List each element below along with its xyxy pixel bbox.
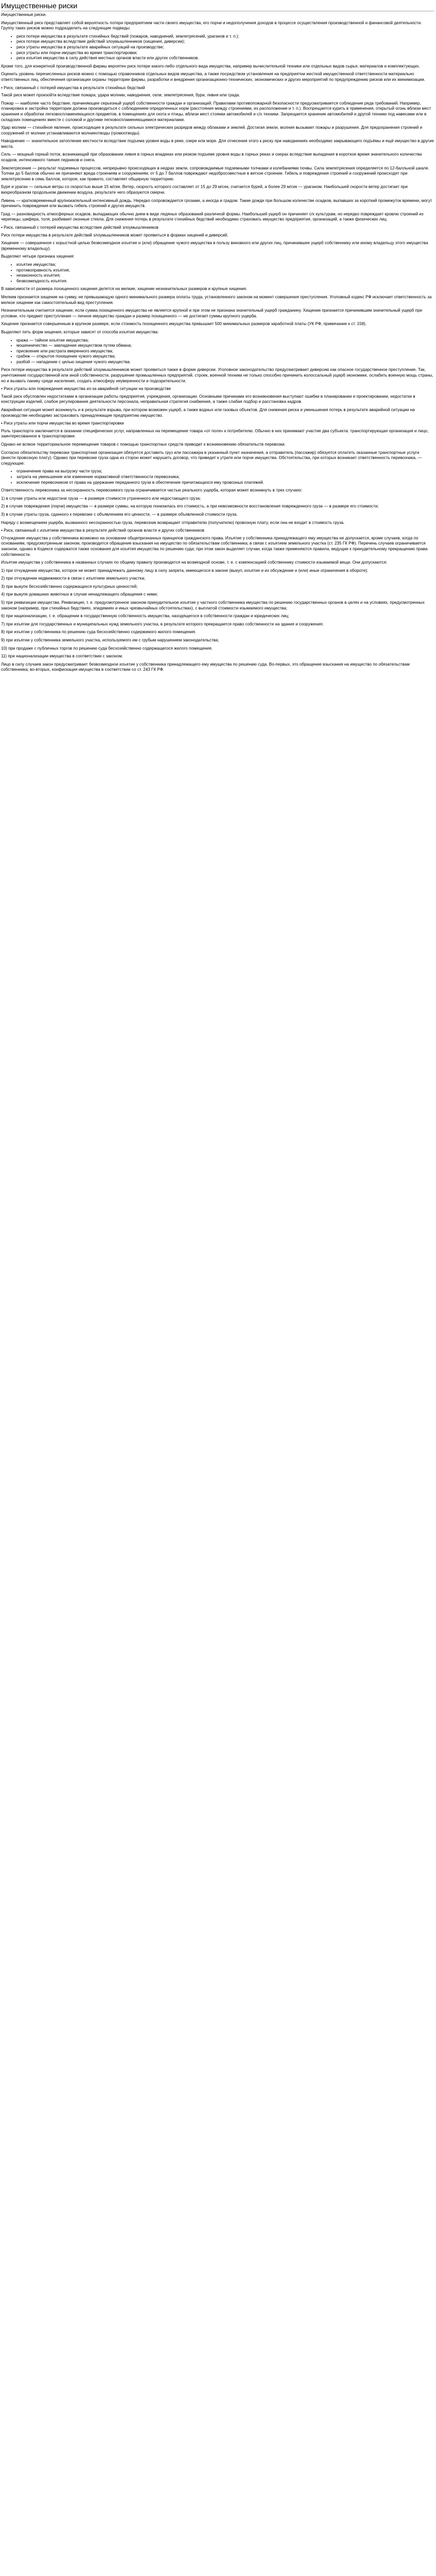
list-item: • затрата на уменьшение или изменение нормативной ответственности перевозчика; [16, 474, 434, 480]
paragraph: Ответственность перевозчика за несохранность перевозимого груза ограничивается частью реального ущерба, которая может возникнуть в трех случаях: [1, 488, 303, 493]
paragraph: Такой риск может произойти вследствие пожара, удара молнии, наводнения, сели, землетрясения, бури, ливня или града. [1, 93, 240, 98]
paragraph: Мелким признается хищение на сумму, не превышающую одного минимального размера оплаты труда, установленного законом на момент совершения преступления. Уголовный кодекс РФ исключает ответственность за мелкое хищение как самостоятельный вид преступления. [1, 294, 432, 305]
list-item: • исключение перевозчиком от права на удержание переданного груза в обеспечение причитающихся ему провозных платежей. [16, 480, 434, 486]
list-item: • противоправность изъятия; [16, 268, 434, 274]
list-item: • риск изъятия имущества в силу действия местных органов власти или других собственников. [16, 56, 434, 61]
list-item: • грабеж — открытое похищение чужого имущества; [16, 354, 434, 360]
paragraph: Однако не всякое территориальное перемещение товаров с помощью транспортных средств приводит к возникновению обязательств перевозки. [1, 442, 286, 447]
paragraph: 1) при отчуждении имущества, которое не может принадлежать данному лицу в силу запрета, имеющегося в законе (выкуп, изъятие и их обсуждение и (или) иные ограничения в обороте); [1, 568, 368, 573]
paragraph: Ливень — кратковременный крупнокапельный интенсивный дождь. Нередко сопровождается грозами, а иногда и градом. Такие дожди при большом количестве осадков, выпавших за короткий промежуток времени, могут причинить повреждения или вызвать гибель строений и других имуществ. [1, 198, 432, 209]
section-heading: • Риск утраты или повреждения имущества из-за аварийной ситуации на производстве [1, 386, 171, 392]
paragraph: Оценить уровень перечисленных рисков можно с помощью справочников отдельных видов имущества, а также посредством установления на предприятии жесткой имущественной ответственности материально ответственных лиц, обеспечения организации охраны территории фирмы, разработки и внедрения организационно-технических, экономических и других мероприятий по предупреждению рисков или их минимизации. [1, 72, 425, 82]
paragraph: 7) при изъятии для государственных и муниципальных нужд земельного участка, в результате которого прекращается право собственности на здания и сооружения; [1, 621, 324, 626]
paragraph: Хищение признается совершенным в крупном размере, если стоимость похищенного имущества превышает 500 минимальных размеров заработной платы (УК РФ, примечание к ст. 158). [1, 321, 367, 327]
list-item: • присвоение или растрата вверенного имущества; [16, 349, 434, 354]
list-item: • риск утраты или порчи имущества во время транспортировки; [16, 50, 434, 56]
list-item: • незаконность изъятия; [16, 273, 434, 279]
list-item: • риск потери имущества вследствие действий злоумышленников (хищения, диверсии); [16, 39, 434, 45]
list-item: • разбой — нападение с целью хищения чужого имущества. [16, 360, 434, 365]
list-item: • мошенничество — завладение имуществом путем обмана; [16, 343, 434, 349]
paragraph: Выделяют пять форм хищения, которые зависят от способа изъятия имущества: [1, 329, 159, 334]
paragraph: 3) в случае утраты груза, сданного к перевозке с объявлением его ценности, — в размере объявленной стоимости груза. [1, 512, 238, 517]
paragraph: Аварийная ситуация может возникнуть и в результате взрыва, при котором возможен ущерб, а также водных или газовых объектов. Для снижения риска и уменьшения потерь в результате аварийной ситуации на производстве необходимо застраховать принадлежащие предприятию имущество. [1, 408, 415, 418]
paragraph: Незначительным считается хищение, если сумма похищенного имущества не является крупной и при этом не признана значительный ущерб гражданину. Хищение признается причинившим значительный ущерб при условии, что предмет преступления — личное имущество граждан и размер похищенного — не достигает суммы крупного ущерба. [1, 308, 423, 318]
paragraph: 2) в случае повреждения (порчи) имущества — в размере суммы, на которую понизилась его стоимость, а при невозможности восстановления поврежденного груза — в размере его стоимости; [1, 504, 379, 509]
paragraph: 9) при изъятии у собственника земельного участка, используемого им с грубым нарушением законодательства; [1, 638, 219, 643]
list-item: • риск потери имущества в результате стихийных бедствий (пожаров, наводнений, землетрясений, ураганов и т. п.); [16, 34, 434, 40]
paragraph: 8) при изъятии у собственника по решению суда бесхозяйственно содержимого жилого помещения. [1, 630, 197, 635]
paragraph: 10) при продаже с публичных торгов по решению суда бесхозяйственно содержащегося жилого помещения. [1, 646, 213, 651]
section-heading: • Риск, связанный с потерей имущества вследствие действий злоумышленников [1, 225, 159, 230]
paragraph: 5) при реквизиции имущества. Реквизиция, т. е. предусмотренное законом принудительное изъятие у частного собственника имущества по решению государственных органов в целях и на условиях, предусмотренных законом (например, при стихийных бедствиях, эпидемиях и иных чрезвычайных обстоятельствах), с выплатой стоимости изымаемого имущества; [1, 600, 425, 611]
list-item: • ограничение права на выгрузку части груза; [16, 469, 434, 474]
paragraph: Пожар — наиболее часто бедствие, причиняющее серьезный ущерб собственности граждан и организаций. Правилами противопожарной безопасности предусматривается соблюдение ряда требований. Например, планировка и застройка территории должна производиться с соблюдением определенных норм (расстояния между строениями, их расположение и т. п.). Воспрещается курить в применения, открытый огонь вблизи мест хранения и обработки легковоспламеняющихся предметов, в помещениях для скота и птицы, вблизи мест стоянки автомобилей и с/х техники. Запрещается хранение автомобилей и другой техники под навесами или в складских помещениях вместе с соломой и другими легковоспламеняющимися материалами. [1, 100, 431, 122]
paragraph: 3) при выкупе бесхозяйственно содержащихся культурных ценностей; [1, 584, 138, 589]
paragraph: Удар молнии — стихийное явление, происходящее в результате сильных электрических разрядов между облаками и землей. Достигая земли, молния вызывает пожары и разрушения. Для предохранения строений и сооружений от молнии устанавливаются молниеотводы (громоотводы). [1, 125, 423, 135]
list-item: • изъятие имущества; [16, 262, 434, 268]
section-heading: • Риск, связанный с изъятием имущества в результате действий органов власти и других собственников [1, 528, 204, 533]
paragraph: Имущественные риски. [1, 12, 47, 17]
paragraph: Отчуждение имущества у собственника возможно на основании общепризнанных принципов гражданского права. Изъятие у собственника принадлежащего ему имущества не допускается, кроме случаев, когда по основаниям, предусмотренным законом, производится обращение взыскания на имущество по обязательствам собственника; в связи с изъятием земельного участка (ст. 235 ГК РФ). Перечень случаев ограничивается законом, однако в Кодексе содержатся также основания для изъятия имущества по решению суда; при этом закон выделяет случаи, когда также применяются правила, ведущие к принудительному прекращению права собственности. [1, 535, 428, 557]
list-item: • кража — тайное изъятие имущества; [16, 338, 434, 344]
page-title: Имущественные риски [1, 2, 434, 11]
paragraph: Риск потери имущества в результате действий злоумышленников может проявиться также в форме диверсии. Уголовное законодательство предусматривает диверсию как опасное государственное преступление. Так, уничтожение государственной или иной собственности, разрушение промышленных предприятий, строек, военной техники не только способно причинить колоссальный ущерб экономике, ослабить военную мощь страны, но и вызвать панику среди населения, создать атмосферу неуверенности и подозрительности. [1, 367, 433, 383]
paragraph: 1) в случае утраты или недостачи груза — в размере стоимости утраченного или недостающего груза; [1, 496, 201, 501]
paragraph: Град — разновидность атмосферных осадков, выпадающих обычно днем в виде ледяных образований различной формы. Наибольший ущерб он причиняет с/х культурам, но нередко повреждает кровлю строений из черепицы, шифера, толя, разбивает оконные стекла. Для снижения потерь в результате стихийных бедствий необходимо страховать имущество предприятия, организаций, а также физических лиц. [1, 211, 424, 222]
paragraph: Риск потери имущества в результате действий злоумышленников может проявиться в формах хищений и диверсий. [1, 232, 229, 238]
article-body [1, 12, 434, 673]
paragraph: 4) при выкупе домашних животных в случае ненадлежащего обращения с ними; [1, 592, 158, 597]
paragraph: Выделяют четыре признака хищения: [1, 254, 75, 259]
paragraph: 6) при национализации, т. е. обращении в государственную собственность имущества, находящегося в собственности граждан и юридических лиц; [1, 614, 289, 619]
paragraph: Роль транспорта заключается в оказании специфических услуг, направленных на перемещение товара «от поля» к потребителю. Обычно в них принимают участие два субъекта: транспортирующая организация и лицо, заинтересованное в транспортировке. [1, 428, 429, 439]
bullet-list [1, 469, 434, 485]
paragraph: В зависимости от размера похищенного хищения делятся на мелкие, хищение незначительных размеров и крупные хищения. [1, 286, 248, 292]
paragraph: Имущественный риск представляет собой вероятность потери предприятием части своего имущества, его порчи и недополучения доходов в процессе осуществления производственной и финансовой деятельности. Группу таких рисков можно подразделить на следующие подвиды: [1, 20, 422, 31]
paragraph: Наряду с возмещением ущерба, вызванного несохранностью груза, перевозчик возвращает отправителю (получателю) провозную плату, если она не входит в стоимость груза. [1, 520, 345, 525]
section-heading: • Риск, связанный с потерей имущества в результате стихийных бедствий [1, 85, 145, 90]
bullet-list [1, 338, 434, 365]
paragraph: Согласно обязательству перевозки транспортная организация обязуется доставить груз или пассажира в указанный пункт назначения, а отправитель (пассажир) обязуется оплатить оказанные транспортные услуги (внести провозную плату). Однако при перевозке груза одна из сторон может нарушить договор, что приведет к утрате или порче имущества. Обстоятельства, при которых возникает ответственность перевозчика, — следующие: [1, 450, 422, 466]
paragraph: Землетрясение — результат подземных процессов, непрерывно происходящих в недрах земли, сопровождаемые подземными толчками и колебаниями почвы. Сила землетрясения определяется по 12-балльной шкале. Толчки до 5 баллов обычно не причиняют вреда строениям и сооружениям; от 5 до 7 баллов повреждают недобросовестные в ветхое строение. Гибель и повреждения строений и сооружений происходят при землетрясении в семь баллов, которое, как правило, составляет общирную территорию. [1, 165, 429, 181]
paragraph: Лицо в силу случаев закон предусматривает безвозмездное изъятие у собственника принадлежащего ему имущества по решению суда. Во-первых, это обращение взыскания на имущество по обязательствам собственника; во-вторых, конфискация имущества в соответствии со ст. 243 ГК РФ. [1, 662, 410, 672]
paragraph: Сель — мощный горный поток, возникающий при образовании ливня в горных впадинах или резком подъеме уровня воды в горных реках и озерах вследствие выпадения в короткое время значительного количества осадков, интенсивного таяния ледников и снега. [1, 152, 422, 163]
paragraph: Такой риск обусловлен недостатками в организации работы предприятия, учреждения, организации. Основными причинами его возникновения выступают ошибки в планировании и проектировании, недостатки в конструкции изделий, слабое регулирование деятельности персонала, неправильная стратегия снабжения, а также слабая подбор и расстановка кадров. [1, 394, 415, 404]
paragraph: Наводнение — значительное затопление местности вследствие подъема уровня воды в реке, озере или море. Для отнесения этого к риску при наводнениях необходимо закрывающего подъёмы и ещё имущество в другие места. [1, 139, 434, 149]
paragraph: 11) при национализации имущества в соответствии с законом. [1, 654, 123, 659]
bullet-list [1, 262, 434, 284]
paragraph: Изъятие имущества у собственника в названных случаях по общему правилу производится на возмездной основе, т. е. с компенсацией собственнику стоимости изымаемой вещи. Они допускаются: [1, 560, 388, 565]
section-heading: • Риск утраты или порчи имущества во время транспортировки [1, 421, 124, 426]
list-item: • безвозмездность изъятия. [16, 279, 434, 284]
bullet-list [1, 34, 434, 61]
paragraph: Хищение — совершенное с корыстной целью безвозмездное изъятие и (или) обращение чужого имущества в пользу виновного или других лиц, причинившее ущерб собственнику или иному владельцу этого имущества (временному владельцу). [1, 241, 428, 251]
list-item: • риск утраты имущества в результате аварийных ситуаций на производстве; [16, 45, 434, 50]
paragraph: Кроме того, для конкретной производственной фирмы вероятен риск потери какого-либо отдельного вида имущества, например вычислительной техники или отдельных видов сырья, материалов и комплектующих. [1, 63, 420, 69]
paragraph: Буря и ураган — сильные ветры со скоростью выше 15 м/сек. Ветер, скорость которого составляет от 15 до 29 м/сек, считается бурей, а более 29 м/сек — ураганом. Наибольшей скорости ветер достигает при вихреобразном продольном движении воздуха, результате чего образуются смерчи. [1, 184, 408, 195]
paragraph: 2) при отчуждении недвижимости в связи с изъятием земельного участка; [1, 576, 146, 581]
